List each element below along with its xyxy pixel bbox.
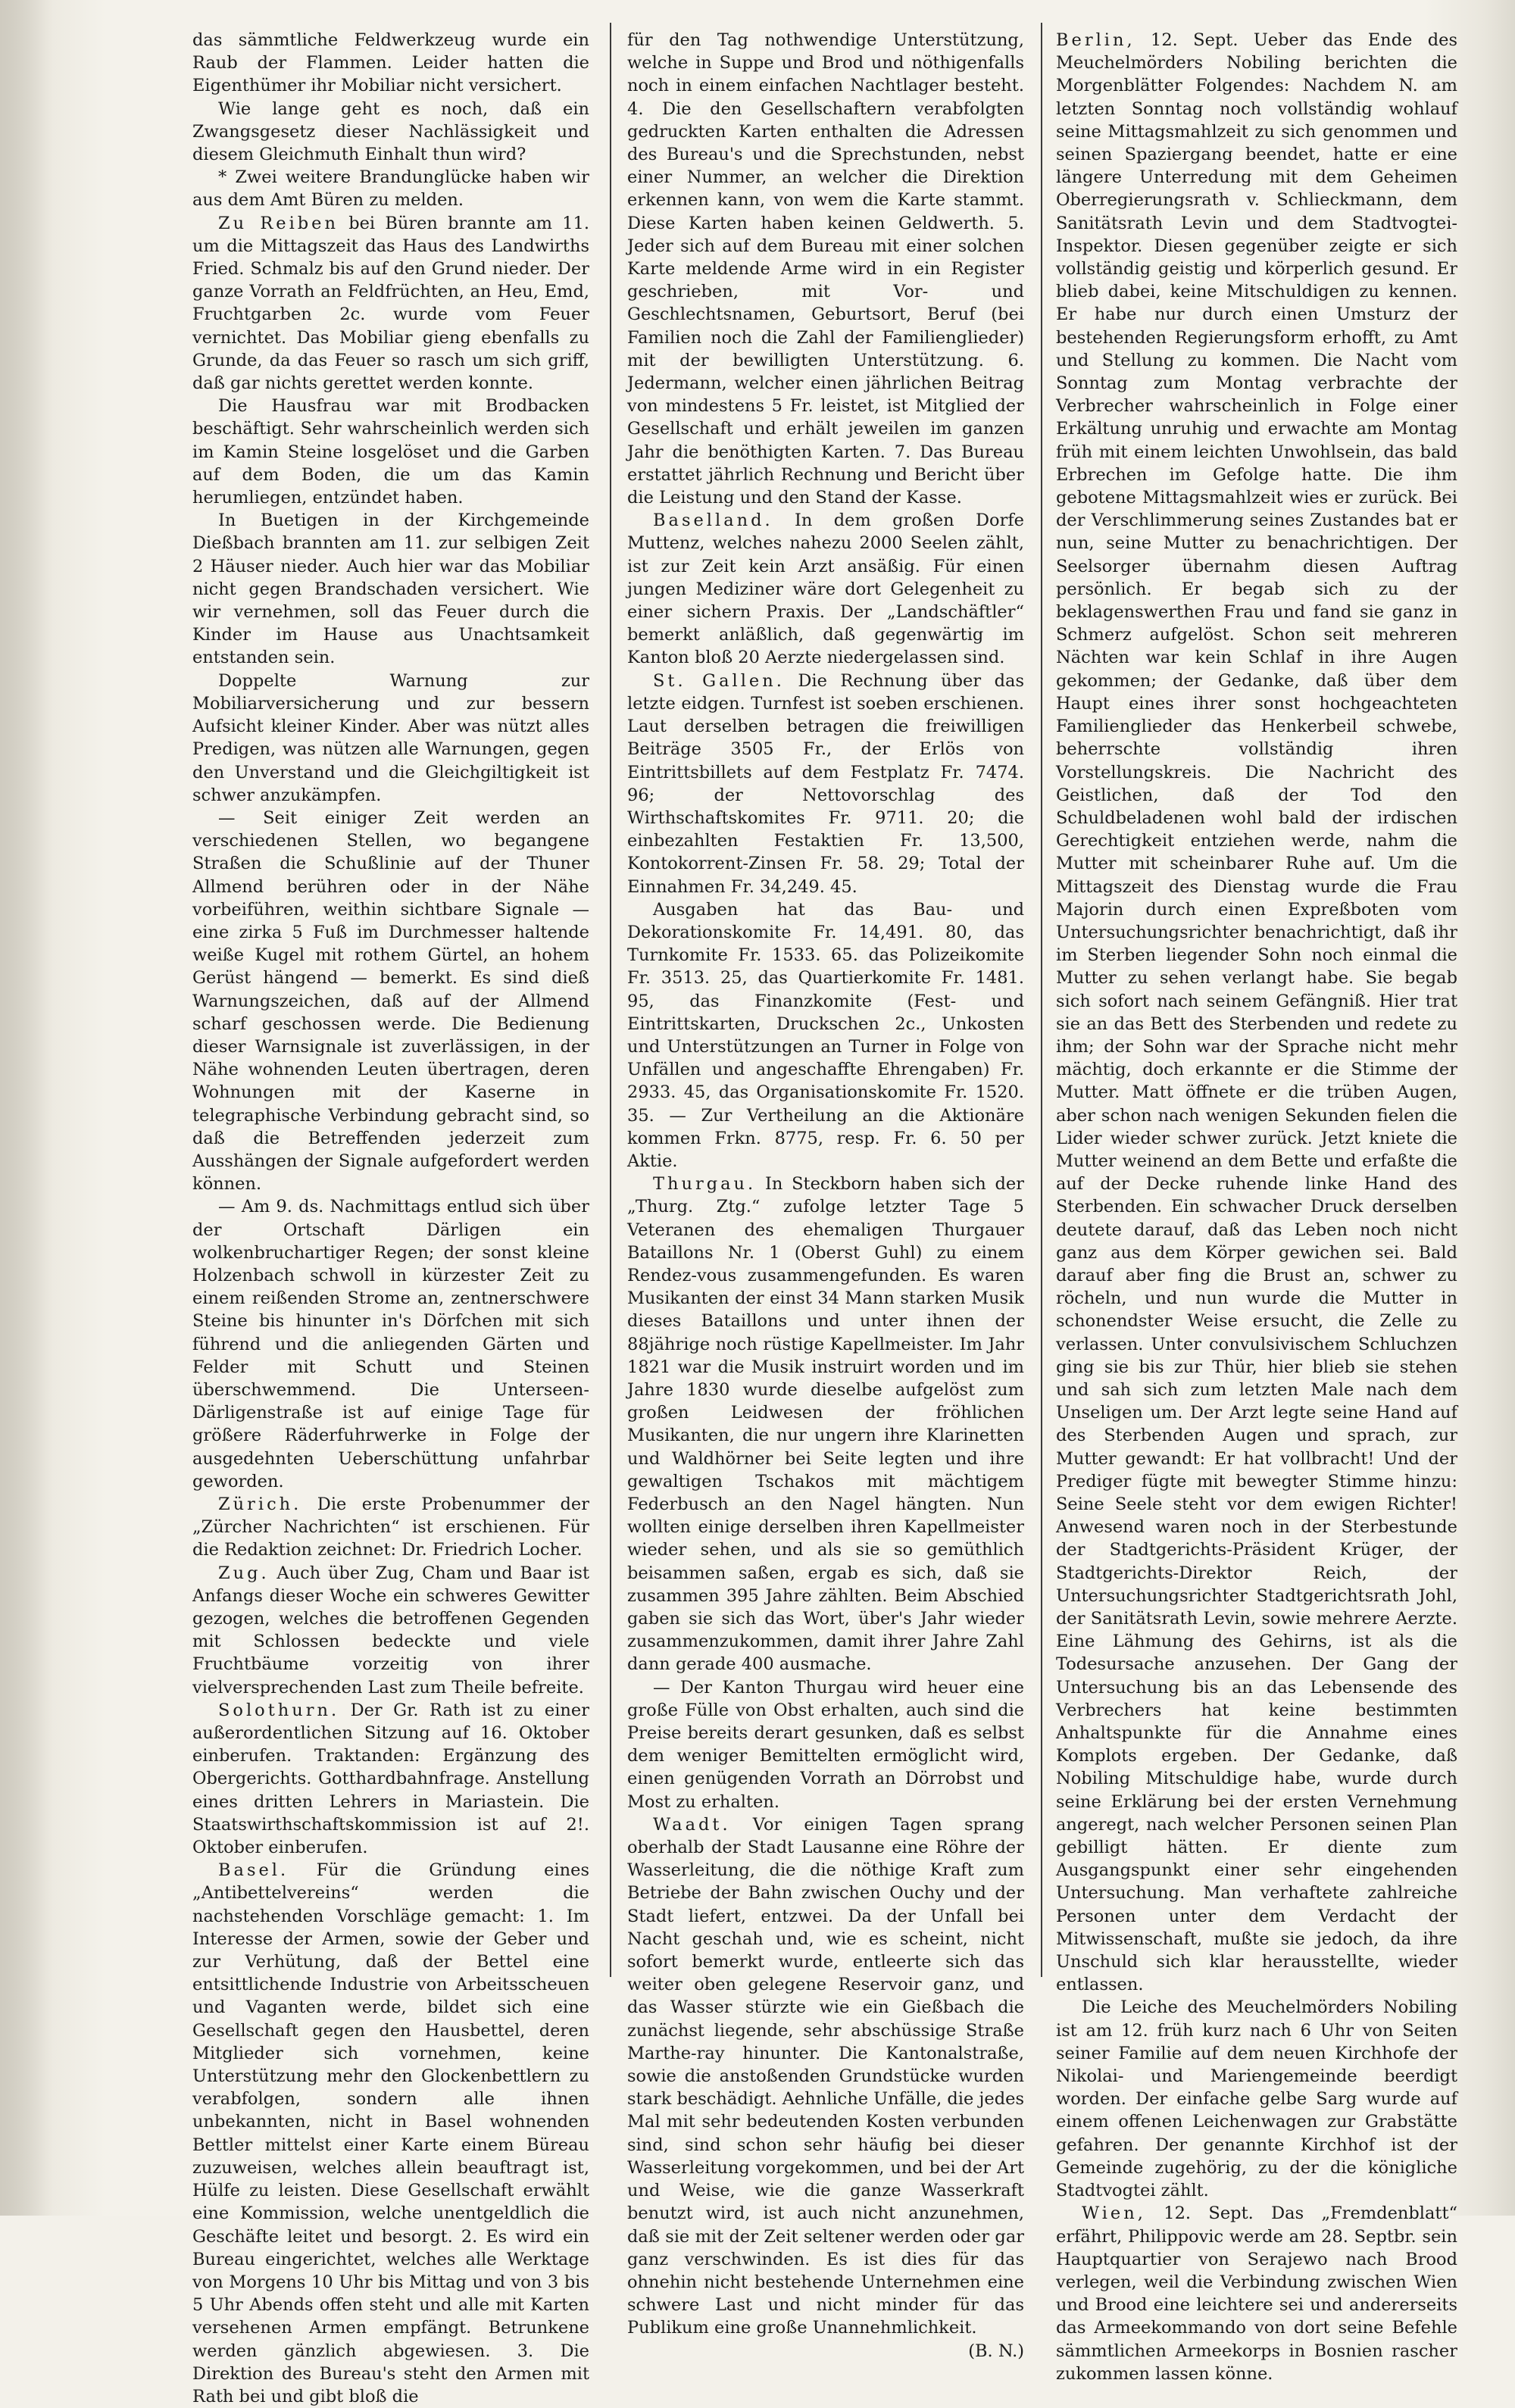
paragraph-text: Ausgaben hat das Bau- und Dekorationskomite Fr. 14,491. 80, das Turnkomite Fr. 1533. 65. das Polizeikomite Fr. 3513. 25, das Quartierkomite Fr. 1481. 95, das Finanzkomite (Fest- und Eintrittskarten, Druckschen 2c., Unkosten und Unterstützungen an Turner in Folge von Unfällen und angeschaffte Ehrengaben) Fr. 2933. 45, das Organisationskomite Fr. 1520. 35. — Zur Vertheilung an die Aktionäre kommen Frkn. 8775, resp. Fr. 6. 50 per Aktie. <box>627 899 1024 1171</box>
paragraph-text: Die Hausfrau war mit Brodbacken beschäftigt. Sehr wahrscheinlich werden sich im Kamin Steine losgelöset und die Garben auf dem Boden, die um das Kamin herumliegen, entzündet haben. <box>192 396 589 508</box>
dateline: St. Gallen. <box>653 670 785 691</box>
paragraph-text: In Steckborn haben sich der „Thurg. Ztg.“ zufolge letzter Tage 5 Veteranen des ehemaligen Thurgauer Bataillons Nr. 1 (Oberst Guhl) zu einem Rendez-vous zusammengefunden. Es waren Musikanten der einst 34 Mann starken Musik dieses Bataillons und unter ihnen der 88jährige noch rüstige Kapellmeister. Im Jahr 1821 war die Musik instruirt worden und im Jahre 1830 wurde dieselbe aufgelöst zum großen Leidwesen der fröhlichen Musikanten, die nur ungern ihre Klarinetten und Waldhörner bei Seite legten und ihre gewaltigen Tschakos mit mächtigem Federbusch an den Nagel hängten. Nun wollten einige derselben ihren Kapellmeister wieder sehen, und als sie so gemüthlich beisammen saßen, ergab es sich, daß sie zusammen 395 Jahre zählten. Beim Abschied gaben sie sich das Wort, über's Jahr wieder zusammenzukommen, damit ihrer Jahre Zahl dann gerade 400 ausmache. <box>627 1174 1024 1675</box>
paragraph-text: — Der Kanton Thurgau wird heuer eine große Fülle von Obst erhalten, auch sind die Preise bereits derart gesunken, daß es selbst dem weniger Bemittelten ermöglicht wird, einen genügenden Vorrath an Dörrobst und Most zu erhalten. <box>627 1677 1024 1812</box>
paragraph-text: — Am 9. ds. Nachmittags entlud sich über der Ortschaft Därligen ein wolkenbruchartiger Regen; der sonst kleine Holzenbach schwoll in kürzester Zeit zu einem reißenden Strome an, zentnerschwere Steine bis hinunter in's Dörfchen mit sich führend und die anliegenden Gärten und Felder mit Schutt und Steinen überschwemmend. Die Unterseen-Därligenstraße ist auf einige Tage für größere Räderfuhrwerke in Folge der ausgedehnten Ueberschüttung unfahrbar geworden. <box>192 1197 589 1491</box>
paragraph-text: bei Büren brannte am 11. um die Mittagszeit das Haus des Landwirths Fried. Schmalz bis auf den Grund nieder. Der ganze Vorrath an Feldfrüchten, an Heu, Emd, Fruchtgarben 2c. wurde vom Feuer vernichtet. Das Mobiliar gieng ebenfalls zu Grunde, da das Feuer so rasch um sich griff, daß gar nichts gerettet werden konnte. <box>192 213 589 394</box>
dateline: Baselland. <box>653 511 773 531</box>
article-paragraph <box>1056 2202 1457 2385</box>
article-paragraph <box>192 29 589 98</box>
paragraph-text: Der Gr. Rath ist zu einer außerordentlichen Sitzung auf 16. Oktober einberufen. Traktanden: Ergänzung des Obergerichts. Gotthardbahnfrage. Anstellung eines dritten Lehrers in Mariastein. Die Staatswirthschaftskommission ist auf 2!. Oktober einberufen. <box>192 1700 589 1858</box>
dateline: Zug. <box>218 1563 270 1583</box>
paragraph-text: * Zwei weitere Brandunglücke haben wir aus dem Amt Büren zu melden. <box>192 167 589 211</box>
dateline: Wien, <box>1082 2203 1146 2224</box>
article-paragraph <box>627 1676 1024 1813</box>
article-paragraph <box>192 395 589 509</box>
column-rule-right <box>1041 23 1042 1977</box>
dateline: Basel. <box>218 1860 289 1881</box>
article-paragraph <box>627 1173 1024 1676</box>
article-paragraph <box>192 1493 589 1562</box>
article-paragraph <box>192 1195 589 1493</box>
dateline: Solothurn. <box>218 1700 340 1720</box>
paragraph-text: Vor einigen Tagen sprang oberhalb der Stadt Lausanne eine Röhre der Wasserleitung, die die nöthige Kraft zum Betriebe der Bahn zwischen Ouchy und der Stadt liefert, entzwei. Da der Unfall bei Nacht geschah und, wie es scheint, nicht sofort bemerkt wurde, entleerte sich das weiter oben gelegene Reservoir ganz, und das Wasser stürzte wie ein Gießbach die zunächst liegende, sehr abschüssige Straße Marthe-ray hinunter. Die Kantonalstraße, sowie die anstoßenden Grundstücke wurden stark beschädigt. Aehnliche Unfälle, die jedes Mal mit sehr bedeutenden Kosten verbunden sind, sind schon sehr häufig bei dieser Wasserleitung vorgekommen, und bei der Art und Weise, wie die ganze Wasserkraft benutzt wird, ist auch nicht anzunehmen, daß sie mit der Zeit seltener werden oder gar ganz verschwinden. Es ist dies für das ohnehin nicht bestehende Unternehmen eine schwere Last und nicht minder für das Publikum eine große Unannehmlichkeit. <box>627 1814 1024 2338</box>
article-paragraph <box>627 29 1024 509</box>
article-paragraph <box>627 898 1024 1173</box>
article-paragraph <box>1056 29 1457 1996</box>
article-paragraph <box>192 166 589 211</box>
article-paragraph <box>192 1562 589 1699</box>
article-paragraph <box>192 807 589 1195</box>
column-right <box>1056 29 1457 2384</box>
paragraph-text: Auch über Zug, Cham und Baar ist Anfangs dieser Woche ein schweres Gewitter gezogen, welches die betroffenen Gegenden mit Schlossen bedeckte und viele Fruchtbäume vorzeitig von ihrer vielversprechenden Last zum Theile befreite. <box>192 1563 589 1697</box>
source-signature: (B. N.) <box>968 2341 1024 2361</box>
paragraph-text: Für die Gründung eines „Antibettelvereins“ werden die nachstehenden Vorschläge gemacht: 1. Im Interesse der Armen, sowie der Geber und zur Verhütung, daß der Bettel eine entsittlichende Industrie von Arbeitsscheuen und Vaganten werde, bildet sich eine Gesellschaft gegen den Hausbettel, deren Mitglieder sich vornehmen, keine Unterstützung mehr den Glockenbettlern zu verabfolgen, sondern alle ihnen unbekannten, nicht in Basel wohnenden Bettler mittelst einer Karte einem Büreau zuzuweisen, welches allein beauftragt ist, Hülfe zu leisten. Diese Gesellschaft erwählt eine Kommission, welche unentgeldlich die Geschäfte leitet und besorgt. 2. Es wird ein Bureau eingerichtet, welches alle Werktage von Morgens 10 Uhr bis Mittag und von 3 bis 5 Uhr Abends offen steht und alle mit Karten versehenen Armen empfängt. Betrunkene werden gänzlich abgewiesen. 3. Die Direktion des Bureau's steht den Armen mit Rath bei und gibt bloß die <box>192 1860 589 2406</box>
paragraph-text: 12. Sept. Das „Fremdenblatt“ erfährt, Philippovic werde am 28. Septbr. sein Hauptquartier von Serajewo nach Brood verlegen, weil die Verbindung zwischen Wien und Brood eine leichtere sei und andererseits das Armeekommando von dort seine Befehle sämmtlichen Armeekorps in Bosnien rascher zukommen lassen könne. <box>1056 2203 1457 2384</box>
article-paragraph <box>627 670 1024 898</box>
paragraph-text: In Buetigen in der Kirchgemeinde Dießbach brannten am 11. zur selbigen Zeit 2 Häuser nieder. Auch hier war das Mobiliar nicht gegen Brandschaden versichert. Wie wir vernehmen, soll das Feuer durch die Kinder im Hause aus Unachtsamkeit entstanden sein. <box>192 511 589 668</box>
paragraph-text: für den Tag nothwendige Unterstützung, welche in Suppe und Brod und nöthigenfalls noch in einem einfachen Nachtlager besteht. 4. Die den Gesellschaftern verabfolgten gedruckten Karten enthalten die Adressen des Bureau's und die Sprechstunden, nebst einer Nummer, an welcher die Direktion erkennen kann, von wem die Karte stammt. Diese Karten haben keinen Geldwerth. 5. Jeder sich auf dem Bureau mit einer solchen Karte meldende Arme wird in ein Register geschrieben, mit Vor- und Geschlechtsnamen, Geburtsort, Beruf (bei Familien noch die Zahl der Familienglieder) mit der bewilligten Unterstützung. 6. Jedermann, welcher einen jährlichen Beitrag von mindestens 5 Fr. leistet, ist Mitglied der Gesellschaft und erhält jeweilen im ganzen Jahr die benöthigten Karten. 7. Das Bureau erstattet jährlich Rechnung und Bericht über die Leistung und den Stand der Kasse. <box>627 30 1024 508</box>
article-paragraph <box>627 509 1024 669</box>
article-paragraph <box>192 509 589 669</box>
article-paragraph <box>1056 1996 1457 2202</box>
paragraph-text: 12. Sept. Ueber das Ende des Meuchelmörders Nobiling berichten die Morgenblätter Folgendes: Nachdem N. am letzten Sonntag noch vollständig wohlauf seine Mittagsmahlzeit zu sich genommen und seinen Spaziergang beendet, hatte er eine längere Unterredung mit dem Geheimen Oberregierungsrath v. Schlieckmann, dem Sanitätsrath Levin und dem Stadtvogtei-Inspektor. Diesen gegenüber zeigte er sich vollständig geistig und körperlich gesund. Er blieb dabei, keine Mitschuldigen zu kennen. Er habe nur durch einen Umsturz der bestehenden Regierungsform erhofft, zu Amt und Stellung zu kommen. Die Nacht vom Sonntag zum Montag verbrachte der Verbrecher wahrscheinlich in Folge einer Erkältung unruhig und erwachte am Montag früh mit einem leichten Unwohlsein, das bald Erbrechen im Gefolge hatte. Die ihm gebotene Mittagsmahlzeit wies er zurück. Bei der Verschlimmerung seines Zustandes bat er nun, seine Mutter zu benachrichtigen. Der Seelsorger übernahm diesen Auftrag persönlich. Er begab sich zu der beklagenswerthen Frau und fand sie ganz in Schmerz aufgelöst. Schon seit mehreren Nächten war kein Schlaf in ihre Augen gekommen; der Gedanke, daß über dem Haupt eines ihrer sonst hochgeachteten Familienglieder das Henkerbeil schwebe, beherrschte vollständig ihren Vorstellungskreis. Die Nachricht des Geistlichen, daß der Tod den Schuldbeladenen wohl bald der irdischen Gerechtigkeit entziehen werde, nahm die Mutter mit scheinbarer Ruhe auf. Um die Mittagszeit des Dienstag wurde die Frau Majorin durch einen Expreßboten vom Untersuchungsrichter benachrichtigt, daß ihr im Sterben liegender Sohn noch einmal die Mutter zu sehen verlangt habe. Sie begab sich sofort nach seinem Gefängniß. Hier trat sie an das Bett des Sterbenden und redete zu ihm; der Sohn war der Sprache nicht mehr mächtig, doch erkannte er die Stimme der Mutter. Matt öffnete er die trüben Augen, aber schon nach wenigen Sekunden fielen die Lider wieder schwer zurück. Jetzt kniete die Mutter weinend an dem Bette und erfaßte die auf der Decke ruhende linke Hand des Sterbenden. Ein schwacher Druck derselben deutete darauf, daß das Leben noch nicht ganz aus dem Körper gewichen sei. Bald darauf aber fing die Brust an, schwer zu röcheln, und nun wurde die Mutter in schonendster Weise ersucht, die Zelle zu verlassen. Unter convulsivischem Schluchzen ging sie bis zur Thür, hier blieb sie stehen und sah sich zum letzten Male nach dem Unseligen um. Der Arzt legte seine Hand auf des Sterbenden Augen und sprach, zur Mutter gewandt: Er hat vollbracht! Und der Prediger fügte mit bewegter Stimme hinzu: Seine Seele steht vor dem ewigen Richter! Anwesend waren noch in der Sterbestunde der Stadtgerichts-Präsident Krüger, der Stadtgerichts-Direktor Reich, der Untersuchungsrichter Stadtgerichtsrath Johl, der Sanitätsrath Levin, sowie mehrere Aerzte. Eine Lähmung des Gehirns, ist als die Todesursache anzusehen. Der Gang der Untersuchung bis an das Lebensende des Verbrechers hat keine bestimmten Anhaltspunkte für die Annahme eines Komplots ergeben. Der Gedanke, daß Nobiling Mitschuldige habe, wurde durch seine Erklärung bei der ersten Vernehmung angeregt, nach welcher Personen seinen Plan gebilligt hätten. Er diente zum Ausgangspunkt einer sehr eingehenden Untersuchung. Man verhaftete zahlreiche Personen unter dem Verdacht der Mitwissenschaft, mußte sie jedoch, da ihre Unschuld sich klar herausstellte, wieder entlassen. <box>1056 30 1457 1995</box>
article-paragraph <box>192 1699 589 1859</box>
binding-shadow <box>0 0 53 2216</box>
paragraph-text: Die erste Probenummer der „Zürcher Nachrichten“ ist erschienen. Für die Redaktion zeichnet: Dr. Friedrich Locher. <box>192 1494 589 1560</box>
article-paragraph <box>192 1859 589 2408</box>
article-paragraph <box>192 98 589 167</box>
paragraph-text: Doppelte Warnung zur Mobiliarversicherung und zur bessern Aufsicht kleiner Kinder. Aber was nützt alles Predigen, was nützen alle Warnungen, gegen den Unverstand und die Gleichgiltigkeit ist schwer anzukämpfen. <box>192 670 589 805</box>
article-paragraph <box>192 212 589 395</box>
article-paragraph <box>192 670 589 807</box>
dateline: Zürich. <box>218 1494 302 1514</box>
article-paragraph <box>627 1813 1024 2340</box>
column-rule-left <box>610 23 611 1977</box>
paragraph-text: Die Leiche des Meuchelmörders Nobiling ist am 12. früh kurz nach 6 Uhr von Seiten seiner Familie auf dem neuen Kirchhofe der Nikolai- und Mariengemeinde beerdigt worden. Der einfache gelbe Sarg wurde auf einem offenen Leichenwagen zur Grabstätte gefahren. Der genannte Kirchhof ist der Gemeinde zugehörig, zu der die königliche Stadtvogtei zählt. <box>1056 1997 1457 2201</box>
dateline: Zu Reiben <box>218 213 339 233</box>
paragraph-text: Wie lange geht es noch, daß ein Zwangsgesetz dieser Nachlässigkeit und diesem Gleichmuth Einhalt thun wird? <box>192 98 589 165</box>
paragraph-text: In dem großen Dorfe Muttenz, welches nahezu 2000 Seelen zählt, ist zur Zeit kein Arzt ansäßig. Für einen jungen Mediziner wäre dort Gelegenheit zu einer sichern Praxis. Der „Landschäftler“ bemerkt anläßlich, daß gegenwärtig im Kanton bloß 20 Aerzte niedergelassen sind. <box>627 511 1024 668</box>
paragraph-text: — Seit einiger Zeit werden an verschiedenen Stellen, wo begangene Straßen die Schußlinie auf der Thuner Allmend berühren oder in der Nähe vorbeiführen, weithin sichtbare Signale — eine zirka 5 Fuß im Durchmesser haltende weiße Kugel mit rothem Gürtel, an hohem Gerüst hängend — bemerkt. Es sind dieß Warnungszeichen, daß auf der Allmend scharf geschossen werde. Die Bedienung dieser Warnsignale ist zuverlässigen, in der Nähe wohnenden Leuten übertragen, deren Wohnungen mit der Kaserne in telegraphische Verbindung gebracht sind, so daß die Betreffenden jederzeit zum Ausshängen der Signale aufgefordert werden können. <box>192 807 589 1195</box>
column-left <box>192 29 589 2406</box>
dateline: Berlin, <box>1056 30 1135 50</box>
column-middle <box>627 29 1024 2361</box>
dateline: Thurgau. <box>653 1174 757 1195</box>
paragraph-text: Die Rechnung über das letzte eidgen. Turnfest ist soeben erschienen. Laut derselben betragen die freiwilligen Beiträge 3505 Fr., der Erlös von Eintrittsbillets auf dem Festplatz Fr. 7474. 96; der Nettovorschlag des Wirthschaftskomites Fr. 9711. 20; die einbezahlten Festaktien Fr. 13,500, Kontokorrent-Zinsen Fr. 58. 29; Total der Einnahmen Fr. 34,249. 45. <box>627 670 1024 897</box>
dateline: Waadt. <box>653 1814 731 1835</box>
paragraph-text: das sämmtliche Feldwerkzeug wurde ein Raub der Flammen. Leider hatten die Eigenthümer ihr Mobiliar nicht versichert. <box>192 30 589 96</box>
